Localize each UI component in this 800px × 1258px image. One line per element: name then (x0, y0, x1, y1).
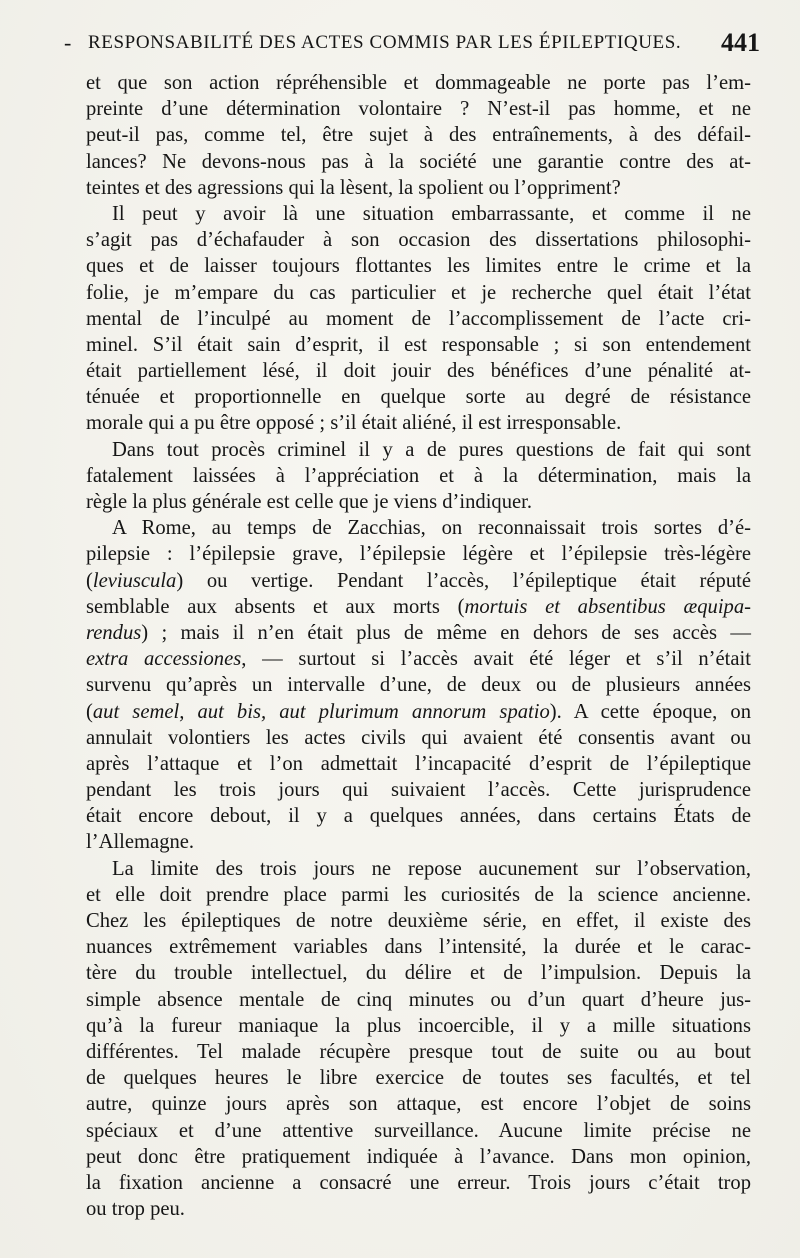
line-segment: ) ou vertige. Pendant l’accès, l’épileptique était réputé (176, 569, 751, 592)
running-title: RESPONSABILITÉ DES ACTES COMMIS PAR LES ÉPILEPTIQUES. (88, 32, 682, 53)
latin-italic-phrase: leviuscula (92, 569, 177, 592)
text-line: La limite des trois jours ne repose aucunement sur l’observation, (112, 857, 751, 880)
text-line: et elle doit prendre place parmi les curiosités de la science ancienne. (86, 883, 751, 906)
text-line: ou trop peu. (86, 1198, 185, 1221)
text-line: preinte d’une détermination volontaire ? N’est-il pas homme, et ne (86, 98, 751, 121)
line-segment: semblable aux absents et aux morts ( (86, 595, 465, 618)
text-line (86, 699, 751, 725)
line-segment: , — surtout si l’accès avait été léger et s’il n’était (241, 648, 751, 671)
text-line: ques et de laisser toujours flottantes les limites entre le crime et la (86, 255, 751, 278)
text-line: simple absence mentale de cinq minutes ou d’un quart d’heure jus- (86, 988, 751, 1011)
text-line (86, 620, 751, 646)
text-line: minel. S’il était sain d’esprit, il est responsable ; si son entendement (86, 333, 751, 356)
latin-italic-phrase: rendus (86, 621, 142, 644)
text-line: mental de l’inculpé au moment de l’accomplissement de l’acte cri- (86, 307, 751, 330)
text-line (86, 568, 751, 594)
text-line: nuances extrêmement variables dans l’intensité, la durée et le carac- (86, 936, 751, 959)
text-line: peut donc être pratiquement indiquée à l’avance. Dans mon opinion, (86, 1145, 751, 1168)
running-header (64, 30, 760, 60)
text-line: de quelques heures le libre exercice de toutes ses facultés, et tel (86, 1067, 751, 1090)
text-line: était partiellement lésé, il doit jouir des bénéfices d’une pénalité at- (86, 360, 751, 383)
text-line: pendant les trois jours qui suivaient l’accès. Cette jurisprudence (86, 779, 751, 802)
text-line: pilepsie : l’épilepsie grave, l’épilepsie légère et l’épilepsie très-légère (86, 543, 751, 566)
text-line: Chez les épileptiques de notre deuxième série, en effet, il existe des (86, 910, 751, 932)
line-segment: ( (86, 569, 93, 592)
latin-italic-phrase: aut semel, aut bis, aut plurimum annorum spatio (92, 700, 550, 723)
text-line: survenu qu’après un intervalle d’une, de deux ou de plusieurs années (86, 674, 751, 697)
line-segment: ) ; mais il n’en était plus de même en dehors de ses accès — (141, 621, 751, 644)
text-line: et que son action répréhensible et dommageable ne porte pas l’em- (86, 72, 751, 94)
text-line: tère du trouble intellectuel, du délire et de l’impulsion. Depuis la (86, 962, 751, 985)
text-line: s’agit pas d’échafauder à son occasion des dissertations philosophi- (86, 229, 751, 252)
text-line: était encore debout, il y a quelques années, dans certains États de (86, 805, 751, 828)
latin-italic-phrase: extra accessiones (86, 648, 242, 671)
text-line (86, 594, 751, 620)
text-line: lances? Ne devons-nous pas à la société une garantie contre des at- (86, 150, 751, 173)
text-line (86, 646, 751, 672)
text-line: Dans tout procès criminel il y a de pures questions de fait qui sont (112, 438, 751, 461)
text-line: teintes et des agressions qui la lèsent, la spolient ou l’oppriment? (86, 176, 621, 199)
text-line: après l’attaque et l’on admettait l’incapacité d’esprit de l’épileptique (86, 752, 751, 775)
page-body-text (86, 70, 751, 1222)
line-segment: ( (86, 700, 93, 723)
line-segment: ). A cette époque, on (549, 700, 751, 723)
text-line: morale qui a pu être opposé ; s’il était aliéné, il est irresponsable. (86, 412, 622, 435)
text-line: fatalement laissées à l’appréciation et à la détermination, mais la (86, 464, 751, 487)
text-line: qu’à la fureur maniaque la plus incoercible, il y a mille situations (86, 1014, 751, 1037)
text-line: Il peut y avoir là une situation embarrassante, et comme il ne (112, 202, 751, 225)
text-line: annulait volontiers les actes civils qui avaient été consentis avant ou (86, 726, 751, 749)
text-line: la fixation ancienne a consacré une erreur. Trois jours c’était trop (86, 1171, 751, 1194)
text-line: l’Allemagne. (86, 831, 195, 854)
text-line: différentes. Tel malade récupère presque tout de suite ou au bout (86, 1040, 751, 1063)
text-line: autre, quinze jours après son attaque, est encore l’objet de soins (86, 1093, 751, 1116)
text-line: A Rome, au temps de Zacchias, on reconnaissait trois sortes d’é- (112, 517, 751, 540)
latin-italic-phrase: mortuis et absentibus æquipa- (464, 595, 751, 618)
page-number: 441 (721, 28, 760, 57)
text-line: spéciaux et d’une attentive surveillance. Aucune limite précise ne (86, 1119, 751, 1142)
header-dash: - (64, 30, 72, 55)
text-line: règle la plus générale est celle que je viens d’indiquer. (86, 491, 533, 513)
text-line: ténuée et proportionnelle en quelque sorte au degré de résistance (86, 386, 751, 409)
text-line: folie, je m’empare du cas particulier et je recherche quel était l’état (86, 281, 751, 304)
text-line: peut-il pas, comme tel, être sujet à des entraînements, à des défail- (86, 124, 751, 147)
